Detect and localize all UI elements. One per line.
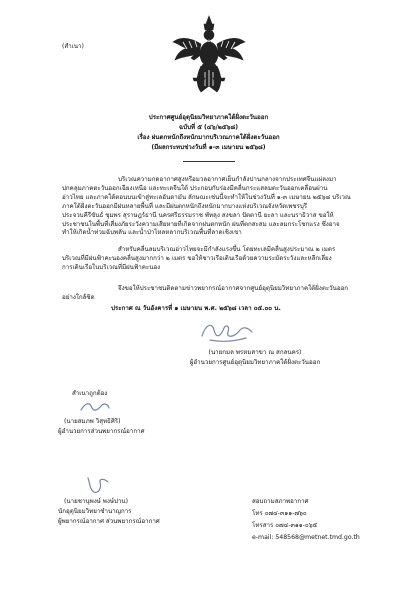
contact-email[interactable]: e-mail: 548568@metnet.tmd.go.th [252,534,360,541]
issuer-title-2: ผู้พยากรณ์อากาศ ส่วนพยากรณ์อากาศ [58,518,160,525]
paragraph-line: ประชาชนในพื้นที่เสี่ยงภัยระวังความเสียหายที่เกิดจากฝนตกหนัก ฝนที่ตกสะสม และลมกระโชกแรง ซึ่งอาจ [62,220,340,228]
paragraph-line: ภาคใต้ฝั่งตะวันออกมีฝนหลายพื้นที่ และมีฝนตกหนักถึงหนักมากบางแห่งบริเวณจังหวัดเพชรบุรี [62,202,308,210]
paragraph-line: บริเวณที่มีฝนฟ้าคะนองคลื่นสูงมากกว่า ๒ เมตร ขอให้ชาวเรือเดินเรือด้วยความระมัดระวังและหลีกเลี่ยง [62,254,332,262]
paragraph-line: ปกคลุมภาคตะวันออกเฉียงเหนือ และทะเลจีนใต้ ประกอบกับร่องมีคลื่นกระแสลมตะวันออกเคลื่อนผ่าน [62,184,328,192]
paragraph-line: ทำให้เกิดน้ำท่วมฉับพลัน และน้ำป่าไหลหลากบริเวณพื้นที่ลาดเชิงเขา [62,229,242,237]
certifier-title: ผู้อำนวยการส่วนพยากรณ์อากาศ [58,428,145,435]
announcement-date: ประกาศ ณ วันอังคารที่ ๑ เมษายน พ.ศ. ๒๕๖๘ เวลา ๐๕.๐๐ น. [111,305,281,312]
body-paragraph-1 [62,176,380,238]
issuer-name: (นายชานุพงษ์ พงษ์ปาน) [64,498,129,505]
paragraph-line: บริเวณความกดอากาศสูงหรือมวลอากาศเย็นกำลังปานกลางจากประเทศจีนแผ่ลงมา [118,176,337,183]
garuda-emblem-icon [171,14,247,96]
issuer-signature-icon [84,474,112,496]
paragraph-line: การเดินเรือในบริเวณที่มีฝนฟ้าคะนอง [62,263,161,271]
body-paragraph-3 [62,285,380,303]
certifier-name: (นายสมภพ วิสุทธิศิริ) [64,418,121,425]
director-name: (นายกมล พรหมสาขา ณ สกลนคร) [208,349,302,356]
director-title: ผู้อำนวยการศูนย์อุตุนิยมวิทยาภาคใต้ฝั่งตะวันออก [189,359,321,366]
certified-copy-label: สำเนาถูกต้อง [72,390,108,397]
announcement-effect-period: (มีผลกระทบช่วงวันที่ ๑-๓ เมษายน ๒๕๖๘) [151,144,266,151]
issuer-title-1: นักอุตุนิยมวิทยาชำนาญการ [58,508,132,515]
paragraph-line: จึงขอให้ประชาชนติดตามข่าวพยากรณ์อากาศจากศูนย์อุตุนิยมวิทยาภาคใต้ฝั่งตะวันออก [118,285,349,292]
paragraph-line: ประจวบคีรีขันธ์ ชุมพร สุราษฎร์ธานี นครศรีธรรมราช พัทลุง สงขลา ปัตตานี ยะลา และนราธิวาส ขอให้ [62,211,334,219]
header-divider [183,161,235,162]
contact-fax: โทรสาร ๐๗๔-๓๑๑-๐๖๕ [252,522,318,529]
paragraph-line: อย่างใกล้ชิด [62,293,95,301]
copy-label: (สำเนา) [62,43,84,50]
paragraph-line: สำหรับคลื่นลมบริเวณอ่าวไทยจะมีกำลังแรงขึ้น โดยทะเลมีคลื่นสูงประมาณ ๒ เมตร [118,246,336,253]
announcement-title: ประกาศศูนย์อุตุนิยมวิทยาภาคใต้ฝั่งตะวันออก [148,114,269,121]
director-signature-icon [196,316,256,346]
certifier-signature-icon [78,400,112,414]
announcement-subject: เรื่อง ฝนตกหนักถึงหนักมากบริเวณภาคใต้ฝั่งตะวันออก [137,134,280,141]
contact-phone: โทร ๐๗๔-๓๑๑-๗๖๐ [252,510,307,517]
contact-office: สอบถามสภาพอากาศ [252,498,309,505]
body-paragraph-2 [62,246,380,273]
announcement-number: ฉบับที่ ๕ (๔๖/๒๕๖๘) [178,124,239,131]
paragraph-line: อ่าวไทย และภาคใต้ตอนบนเข้าสู่ทะเลอันดามัน ลักษณะเช่นนี้จะทำให้ในช่วงวันที่ ๑-๓ เมษายน ๒๕๖๘ บริเวณ [62,193,351,201]
